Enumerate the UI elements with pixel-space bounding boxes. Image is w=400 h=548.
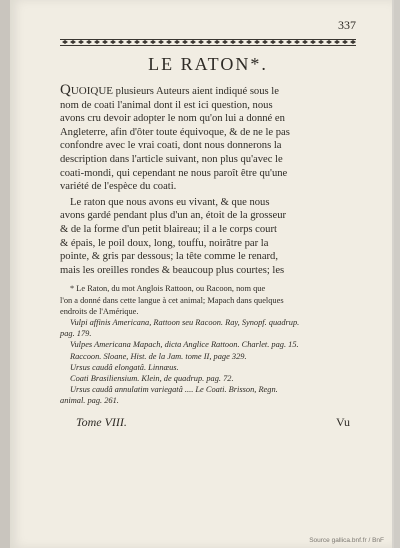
paragraph-line: avons cru devoir adopter le nom qu'on lui a donné en <box>60 113 285 125</box>
paragraph-1 <box>60 84 356 194</box>
footnote-line: animal. pag. 261. <box>60 396 119 406</box>
paragraph-line: avons gardé pendant plus d'un an, étoit de la grosseur <box>60 210 287 222</box>
book-page <box>10 0 392 548</box>
header-ornament <box>60 38 356 46</box>
paragraph-line: variété de l'espèce du coati. <box>60 181 177 193</box>
scan-right-edge <box>394 0 400 548</box>
footnote-line: Ursus caudâ elongatâ. Linnæus. <box>70 362 179 372</box>
source-credit: Source gallica.bnf.fr / BnF <box>309 537 384 544</box>
paragraph-line: nom de coati l'animal dont il est ici question, nous <box>60 99 273 111</box>
paragraph-line: & épais, le poil doux, long, touffu, noirâtre par la <box>60 237 269 249</box>
footnote-line: Raccoon. Sloane, Hist. de la Jam. tome II, page 329. <box>70 351 247 361</box>
footnote-line: Ursus caudâ annulatim variegatâ .... Le Coati. Brisson, Regn. <box>70 385 278 395</box>
signature-mark: Vu <box>336 414 350 429</box>
paragraph-line: description dans l'article suivant, non plus qu'avec le <box>60 153 283 165</box>
paragraph-line: & de la forme d'un petit blaireau; il a le corps court <box>60 223 277 235</box>
footnote-line: Vulpes Americana Mapach, dicta Anglice Rattoon. Charlet. pag. 15. <box>70 340 299 350</box>
paragraph-line: pointe, & gris par dessous; la tête comme le renard, <box>60 251 278 263</box>
paragraph-line: mais les oreilles rondes & beaucoup plus courtes; les <box>60 264 285 276</box>
paragraph-line: Quoique plusieurs Auteurs aient indiqué sous le <box>60 82 279 98</box>
page-footer <box>60 415 356 431</box>
footnotes <box>60 283 356 406</box>
footnote-line: l'on a donné dans cette langue à cet animal; Mapach dans quelques <box>60 295 284 305</box>
paragraph-line: Le raton que nous avons eu vivant, & que nous <box>70 196 270 208</box>
page-content <box>60 18 356 431</box>
paragraph-line: confondre avec le vrai coati, dont nous donnerons la <box>60 140 282 152</box>
footnote-line: endroits de l'Amérique. <box>60 306 139 316</box>
article-title: LE RATON*. <box>148 54 268 74</box>
paragraph-line: Angleterre, afin d'ôter toute équivoque, & de ne le pas <box>60 126 290 138</box>
drop-cap-word: Quoique <box>60 82 113 98</box>
paragraph-line: coati-mondi, qui cependant ne nous paroît être qu'une <box>60 167 288 179</box>
footnote-line: Vulpi affinis Americana, Rattoon seu Racoon. Ray, Synopf. quadrup. <box>70 317 300 327</box>
volume-label: Tome VIII. <box>76 414 127 429</box>
footnote-line: pag. 179. <box>60 329 92 339</box>
paragraph-2 <box>60 196 356 278</box>
scan-left-edge <box>0 0 10 548</box>
footnote-line: Coati Brasiliensium. Klein, de quadrup. pag. 72. <box>70 373 234 383</box>
page-number: 337 <box>338 18 356 32</box>
footnote-line: * Le Raton, du mot Anglois Rattoon, ou Racoon, nom que <box>70 284 266 294</box>
